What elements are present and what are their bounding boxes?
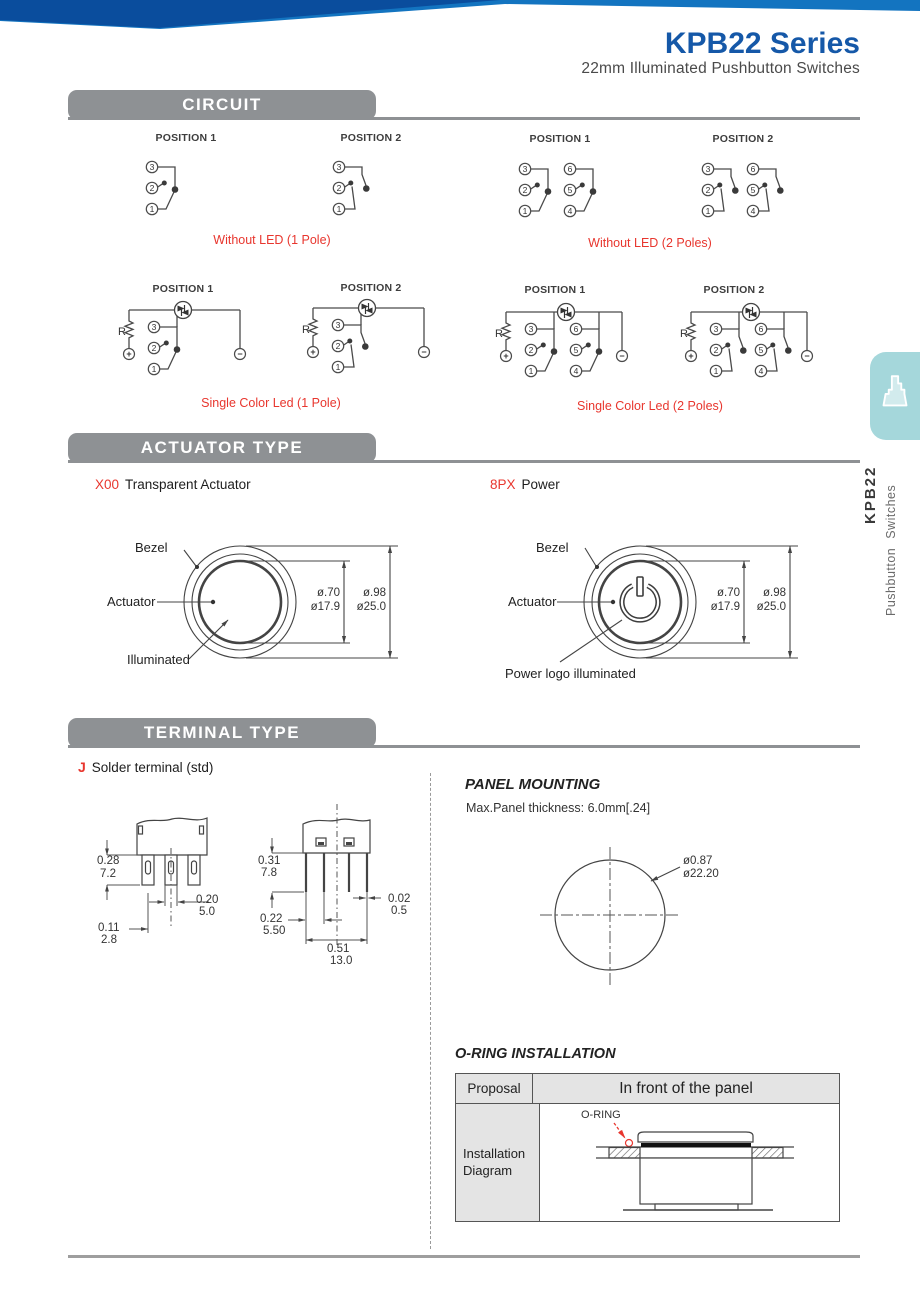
position1-label: POSITION 1: [155, 132, 217, 144]
actuator-x00-line: [95, 477, 251, 492]
dim-side-pitch-mm: 5.50: [263, 925, 286, 937]
dim-front-pitch-inch: 0.11: [98, 922, 120, 934]
bezel-label: Bezel: [536, 540, 569, 555]
dim-front-length-inch: 0.28: [97, 855, 120, 867]
caption-led-1pole: Single Color Led (1 Pole): [201, 396, 341, 410]
actuator-label: Actuator: [508, 594, 557, 609]
vertical-divider: [430, 773, 431, 1249]
page-title: KPB22 Series: [664, 27, 860, 60]
pushbutton-icon: [879, 373, 911, 419]
circuit-led-2pole-pos1: [494, 296, 634, 386]
terminal-number: 4: [567, 206, 573, 216]
actuator-diagram-power: [400, 528, 800, 693]
terminal-number: 5: [750, 185, 756, 195]
terminal-number: 3: [149, 162, 155, 172]
terminal-number: 6: [758, 324, 764, 334]
side-tab-series: KPB22: [862, 465, 879, 524]
resistor-label: R: [302, 324, 310, 336]
circuit-section-header: CIRCUIT: [68, 90, 376, 120]
terminal-number: 6: [567, 164, 573, 174]
oring-front-panel-header: In front of the panel: [533, 1074, 839, 1103]
actuator-8px-code: 8PX: [490, 477, 516, 492]
circuit-led-1pole-pos2: [301, 292, 433, 382]
dim-outer-inch: ø.98: [362, 587, 386, 599]
circuit-without-led-2pole-pos2: [698, 158, 793, 218]
terminal-number: 5: [567, 185, 573, 195]
terminal-number: 5: [573, 345, 579, 355]
bezel-leader-dot: [195, 565, 199, 569]
terminal-number: 2: [528, 345, 534, 355]
oring-table: [455, 1073, 840, 1222]
panel-mounting-diagram: [530, 835, 860, 1000]
terminal-number: 2: [151, 343, 157, 353]
oring-callout-label: O-RING: [581, 1109, 621, 1121]
actuator-x00-label: Transparent Actuator: [125, 477, 251, 492]
terminal-number: 2: [713, 345, 719, 355]
panel-mounting-title: PANEL MOUNTING: [465, 776, 601, 793]
dim-side-length-inch: 0.31: [258, 855, 281, 867]
caption-led-2pole: Single Color Led (2 Poles): [577, 399, 723, 413]
position1-label: POSITION 1: [152, 283, 214, 295]
terminal-code: J: [78, 759, 86, 775]
mount-hole-dim-mm: ø22.20: [683, 868, 719, 880]
terminal-number: 1: [151, 364, 157, 374]
actuator-x00-code: X00: [95, 477, 120, 492]
resistor-label: R: [118, 326, 126, 338]
minus-terminal: −: [237, 349, 243, 359]
minus-terminal: −: [619, 351, 625, 361]
oring-highlight-circle: [626, 1140, 633, 1147]
dim-side-thickness-mm: 0.5: [391, 905, 407, 917]
side-tab: [870, 352, 920, 440]
dim-side-span-mm: 13.0: [330, 955, 353, 967]
circuit-without-led-1pole-pos1: [142, 156, 192, 216]
power-logo-icon: [622, 577, 658, 620]
dim-side-span-inch: 0.51: [327, 943, 350, 955]
oring-installation-diagram-cell: [540, 1104, 839, 1221]
actuator-section-header: ACTUATOR TYPE: [68, 433, 376, 463]
oring-table-header-row: [456, 1074, 839, 1104]
terminal-number: 3: [528, 324, 534, 334]
terminal-number: 3: [336, 162, 342, 172]
actuator-leader-dot: [611, 600, 615, 604]
side-tab-label: Pushbutton Switches: [884, 484, 898, 616]
terminal-number: 2: [336, 183, 342, 193]
minus-terminal: −: [421, 347, 427, 357]
terminal-label: Solder terminal (std): [91, 760, 214, 775]
dim-front-width-mm: 5.0: [199, 906, 215, 918]
actuator-diagram-transparent: [100, 528, 400, 693]
circuit-without-led-2pole-pos1: [515, 158, 610, 218]
terminal-number: 1: [705, 206, 711, 216]
terminal-number: 1: [336, 204, 342, 214]
dim-side-thickness-inch: 0.02: [388, 893, 411, 905]
plus-terminal: +: [503, 351, 509, 362]
mount-hole-dim-inch: ø0.87: [683, 855, 713, 867]
terminal-number: 3: [335, 320, 341, 330]
terminal-number: 6: [750, 164, 756, 174]
position2-label: POSITION 2: [703, 284, 765, 296]
actuator-8px-label: Power: [521, 477, 560, 492]
terminal-section-header: TERMINAL TYPE: [68, 718, 376, 748]
oring-title: O-RING INSTALLATION: [455, 1046, 616, 1062]
dim-front-pitch-mm: 2.8: [101, 934, 117, 946]
terminal-j-line: [78, 759, 213, 775]
oring-installation-diagram: [540, 1104, 845, 1219]
dim-side-length-mm: 7.8: [261, 867, 277, 879]
terminal-number: 3: [151, 322, 157, 332]
terminal-number: 3: [713, 324, 719, 334]
dim-inner-mm: ø17.9: [310, 601, 340, 613]
circuit-led-1pole-pos1: [117, 294, 249, 384]
dim-outer-mm: ø25.0: [356, 601, 386, 613]
terminal-number: 2: [335, 341, 341, 351]
position1-label: POSITION 1: [524, 284, 586, 296]
panel-mounting-note: Max.Panel thickness: 6.0mm[.24]: [466, 801, 651, 815]
resistor-label: R: [680, 328, 688, 340]
resistor-label: R: [495, 328, 503, 340]
dim-inner-mm: ø17.9: [710, 601, 740, 613]
page-subtitle: 22mm Illuminated Pushbutton Switches: [581, 60, 860, 77]
actuator-8px-line: [490, 477, 560, 492]
oring-proposal-header: Proposal: [456, 1074, 533, 1103]
terminal-number: 3: [522, 164, 528, 174]
dim-outer-inch: ø.98: [762, 587, 786, 599]
dim-front-length-mm: 7.2: [100, 868, 116, 880]
terminal-number: 1: [335, 362, 341, 372]
oring-band: [641, 1143, 751, 1147]
footer-rule: [68, 1255, 860, 1258]
circuit-led-2pole-pos2: [679, 296, 819, 386]
circuit-without-led-1pole-pos2: [329, 156, 379, 216]
minus-terminal: −: [804, 351, 810, 361]
dim-outer-mm: ø25.0: [756, 601, 786, 613]
terminal-number: 2: [522, 185, 528, 195]
dim-inner-inch: ø.70: [716, 587, 740, 599]
terminal-number: 4: [758, 366, 764, 376]
plus-terminal: +: [310, 347, 316, 358]
terminal-number: 1: [149, 204, 155, 214]
position2-label: POSITION 2: [340, 282, 402, 294]
terminal-number: 5: [758, 345, 764, 355]
terminal-number: 4: [573, 366, 579, 376]
plus-terminal: +: [688, 351, 694, 362]
terminal-number: 1: [522, 206, 528, 216]
terminal-number: 3: [705, 164, 711, 174]
caption-without-led-2pole: Without LED (2 Poles): [588, 236, 712, 250]
position2-label: POSITION 2: [712, 133, 774, 145]
caption-without-led-1pole: Without LED (1 Pole): [213, 233, 331, 247]
position1-label: POSITION 1: [529, 133, 591, 145]
terminal-number: 2: [705, 185, 711, 195]
terminal-number: 1: [528, 366, 534, 376]
dim-front-width-inch: 0.20: [196, 894, 219, 906]
bezel-label: Bezel: [135, 540, 168, 555]
illuminated-label: Illuminated: [127, 652, 190, 667]
oring-table-body-row: [456, 1104, 839, 1221]
terminal-side-view: [250, 798, 430, 970]
terminal-number: 1: [713, 366, 719, 376]
actuator-label: Actuator: [107, 594, 156, 609]
bezel-leader-dot: [595, 565, 599, 569]
terminal-number: 4: [750, 206, 756, 216]
actuator-leader-dot: [211, 600, 215, 604]
terminal-number: 2: [149, 183, 155, 193]
plus-terminal: +: [126, 349, 132, 360]
oring-installation-label: Installation Diagram: [456, 1104, 540, 1221]
position2-label: POSITION 2: [340, 132, 402, 144]
dim-side-pitch-inch: 0.22: [260, 913, 283, 925]
dim-inner-inch: ø.70: [316, 587, 340, 599]
power-logo-label: Power logo illuminated: [505, 666, 636, 681]
terminal-number: 6: [573, 324, 579, 334]
